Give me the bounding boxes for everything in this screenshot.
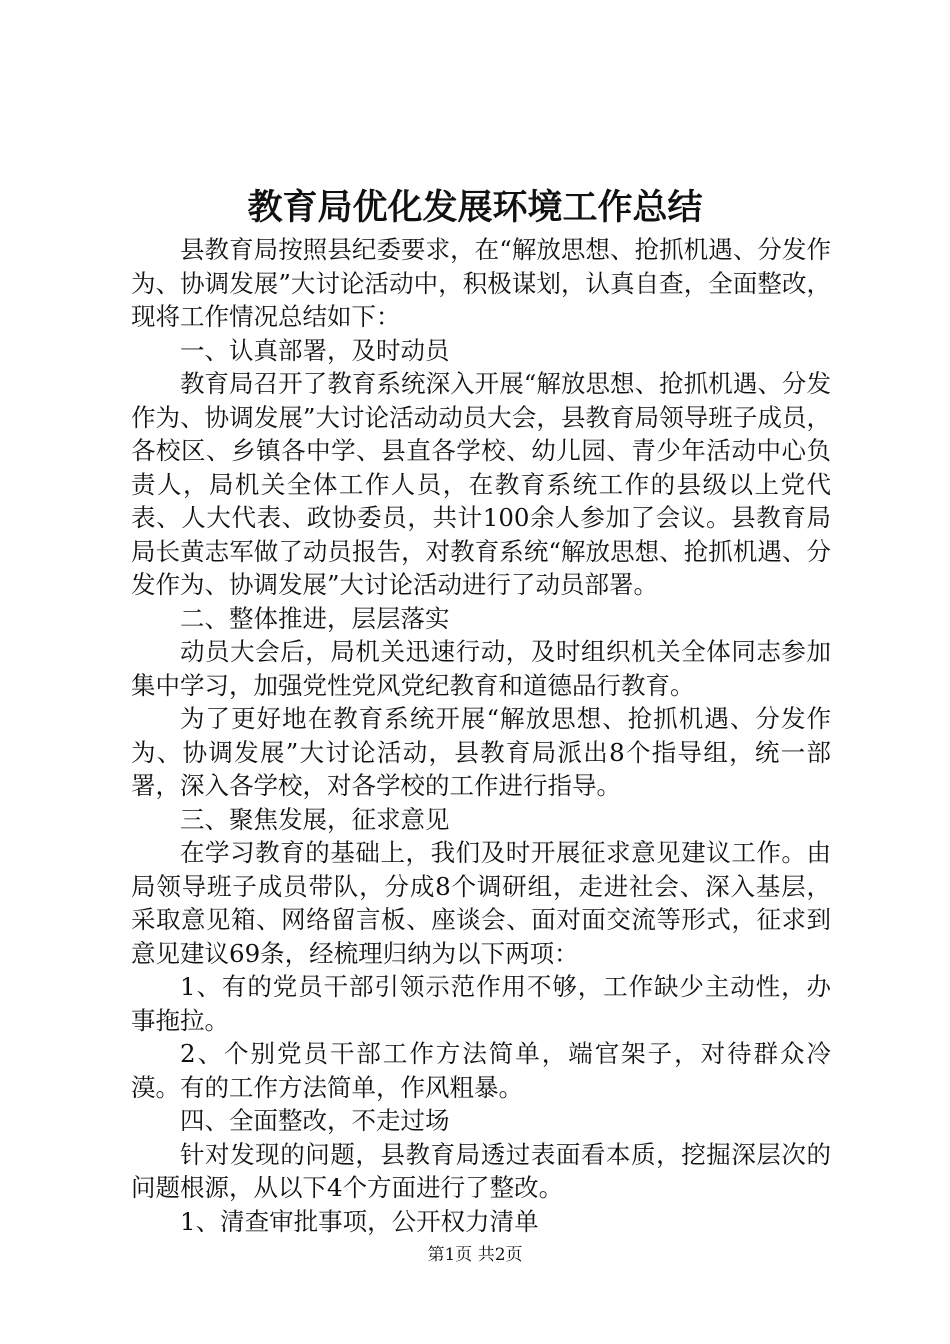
paragraph: 为了更好地在教育系统开展“解放思想、抢抓机遇、分发作为、协调发展”大讨论活动，县教育局派出8个指导组，统一部署，深入各学校，对各学校的工作进行指导。 [131, 704, 831, 800]
paragraph-intro: 县教育局按照县纪委要求，在“解放思想、抢抓机遇、分发作为、协调发展”大讨论活动中，积极谋划，认真自查，全面整改，现将工作情况总结如下： [131, 235, 831, 331]
list-item: 1、有的党员干部引领示范作用不够，工作缺少主动性，办事拖拉。 [131, 972, 831, 1035]
paragraph: 动员大会后，局机关迅速行动，及时组织机关全体同志参加集中学习，加强党性党风党纪教育和道德品行教育。 [131, 637, 831, 700]
section-heading-1: 一、认真部署，及时动员 [180, 335, 450, 365]
paragraph: 教育局召开了教育系统深入开展“解放思想、抢抓机遇、分发作为、协调发展”大讨论活动动员大会，县教育局领导班子成员，各校区、乡镇各中学、县直各学校、幼儿园、青少年活动中心负责人，局机关全体工作人员，在教育系统工作的县级以上党代表、人大代表、政协委员，共计100余人参加了会议。县教育局局长黄志军做了动员报告，对教育系统“解放思想、抢抓机遇、分发作为、协调发展”大讨论活动进行了动员部署。 [131, 369, 831, 599]
section-heading-3: 三、聚焦发展，征求意见 [180, 804, 450, 834]
paragraph: 在学习教育的基础上，我们及时开展征求意见建议工作。由局领导班子成员带队，分成8个调研组，走进社会、深入基层，采取意见箱、网络留言板、座谈会、面对面交流等形式，征求到意见建议69条，经梳理归纳为以下两项： [131, 838, 831, 968]
document-body [131, 233, 831, 1238]
paragraph: 针对发现的问题，县教育局透过表面看本质，挖掘深层次的问题根源，从以下4个方面进行了整改。 [131, 1139, 831, 1202]
document-title: 教育局优化发展环境工作总结 [247, 187, 703, 228]
page-footer: 第1页 共2页 [427, 1245, 523, 1265]
list-item: 2、个别党员干部工作方法简单，端官架子，对待群众冷漠。有的工作方法简单，作风粗暴。 [131, 1039, 831, 1102]
section-heading-4: 四、全面整改，不走过场 [180, 1106, 450, 1135]
list-item: 1、清查审批事项，公开权力清单 [180, 1206, 539, 1236]
section-heading-2: 二、整体推进，层层落实 [180, 603, 450, 633]
